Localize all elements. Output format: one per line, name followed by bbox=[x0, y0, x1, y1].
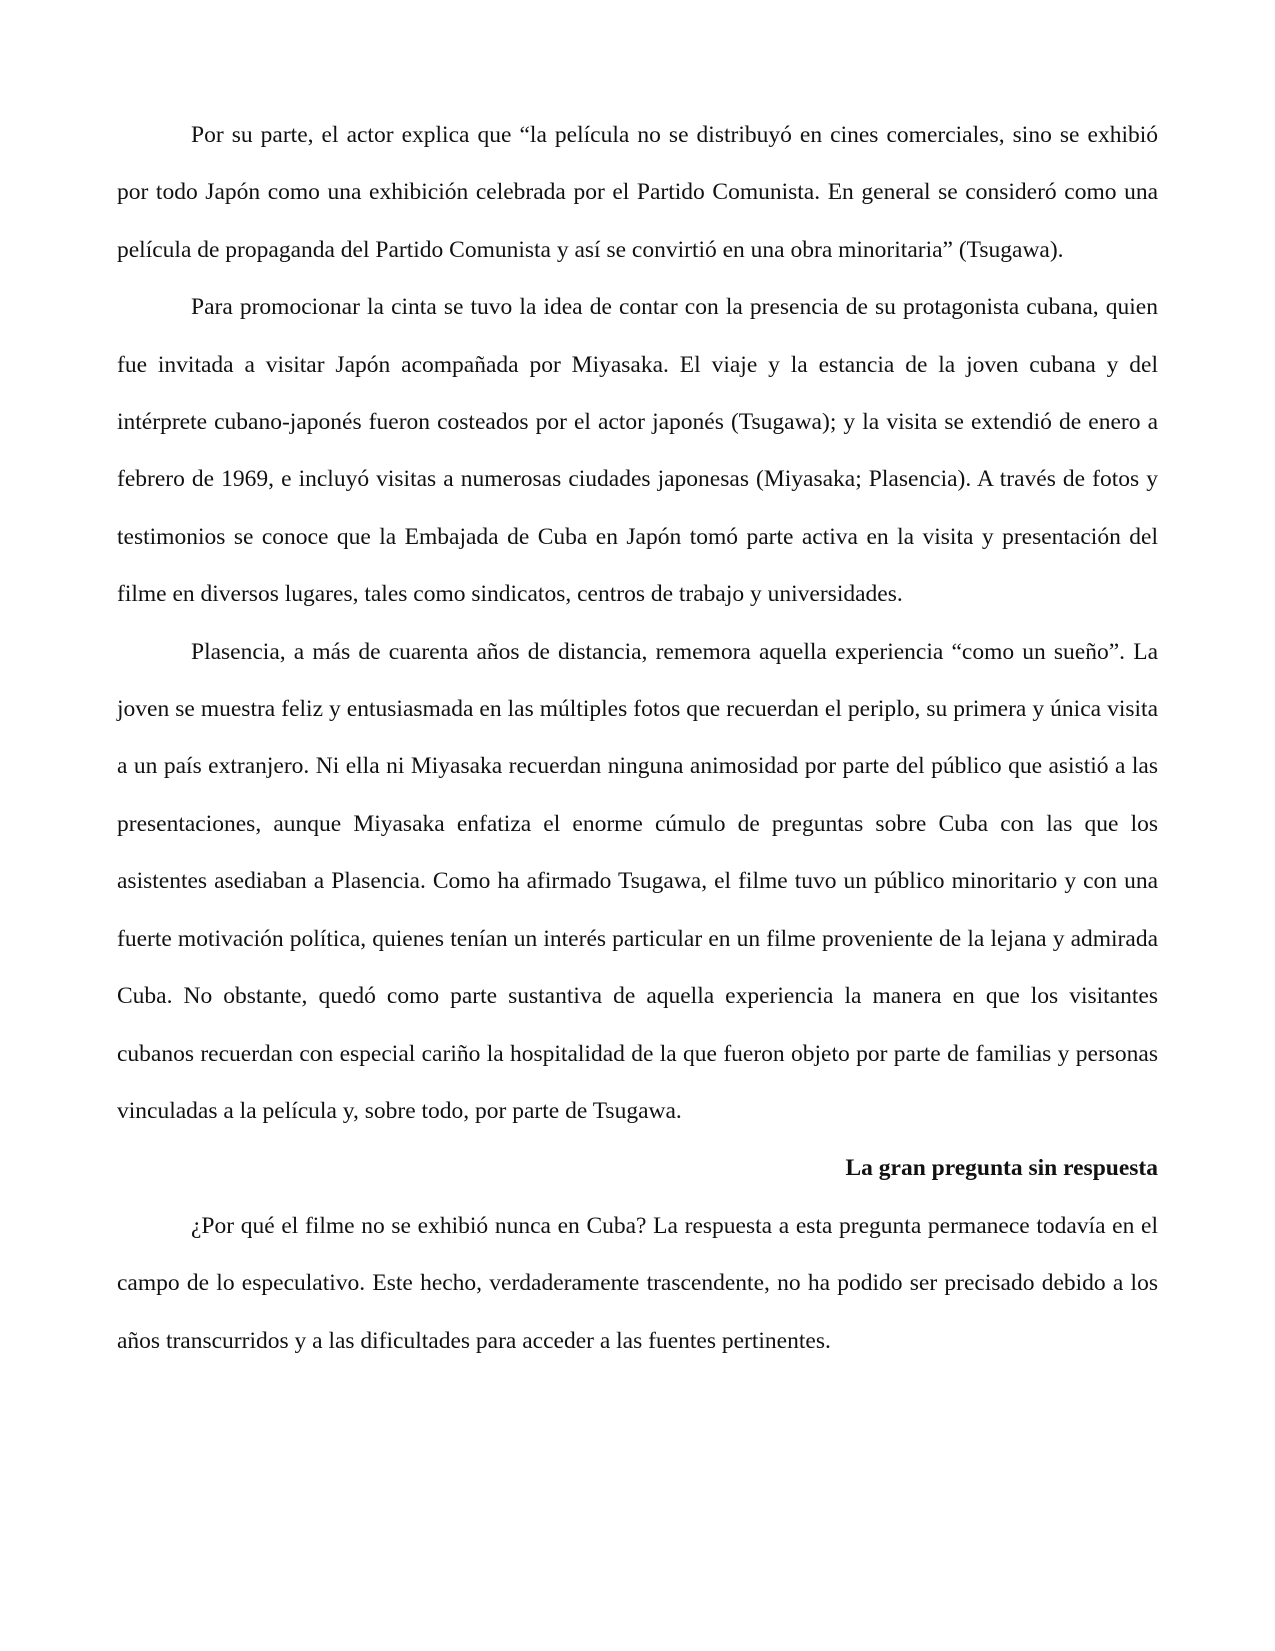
paragraph-unanswered-question: ¿Por qué el filme no se exhibió nunca en Cuba? La respuesta a esta pregunta permanece todavía en el campo de lo especulativo. Este hecho, verdaderamente trascendente, no ha podido ser precisado debido a los años transcurridos y a las dificultades para acceder a las fuentes pertinentes. bbox=[117, 1212, 1158, 1354]
section-heading: La gran pregunta sin respuesta bbox=[845, 1155, 1158, 1182]
document-page bbox=[117, 107, 1158, 1370]
paragraph-promotion-visit: Para promocionar la cinta se tuvo la idea de contar con la presencia de su protagonista cubana, quien fue invitada a visitar Japón acompañada por Miyasaka. El viaje y la estancia de la joven cubana y del intérprete cubano-japonés fueron costeados por el actor japonés (Tsugawa); y la visita se extendió de enero a febrero de 1969, e incluyó visitas a numerosas ciudades japonesas (Miyasaka; Plasencia). A través de fotos y testimonios se conoce que la Embajada de Cuba en Japón tomó parte activa en la visita y presentación del filme en diversos lugares, tales como sindicatos, centros de trabajo y universidades. bbox=[117, 294, 1158, 608]
paragraph-plasencia-memory: Plasencia, a más de cuarenta años de distancia, rememora aquella experiencia “como un sueño”. La joven se muestra feliz y entusiasmada en las múltiples fotos que recuerdan el periplo, su primera y única visita a un país extranjero. Ni ella ni Miyasaka recuerdan ninguna animosidad por parte del público que asistió a las presentaciones, aunque Miyasaka enfatiza el enorme cúmulo de preguntas sobre Cuba con las que los asistentes asediaban a Plasencia. Como ha afirmado Tsugawa, el filme tuvo un público minoritario y con una fuerte motivación política, quienes tenían un interés particular en un filme proveniente de la lejana y admirada Cuba. No obstante, quedó como parte sustantiva de aquella experiencia la manera en que los visitantes cubanos recuerdan con especial cariño la hospitalidad de la que fueron objeto por parte de familias y personas vinculadas a la película y, sobre todo, por parte de Tsugawa. bbox=[117, 638, 1158, 1124]
paragraph-actor-explains: Por su parte, el actor explica que “la película no se distribuyó en cines comerciales, sino se exhibió por todo Japón como una exhibición celebrada por el Partido Comunista. En general se consideró como una película de propaganda del Partido Comunista y así se convirtió en una obra minoritaria” (Tsugawa). bbox=[117, 122, 1158, 263]
